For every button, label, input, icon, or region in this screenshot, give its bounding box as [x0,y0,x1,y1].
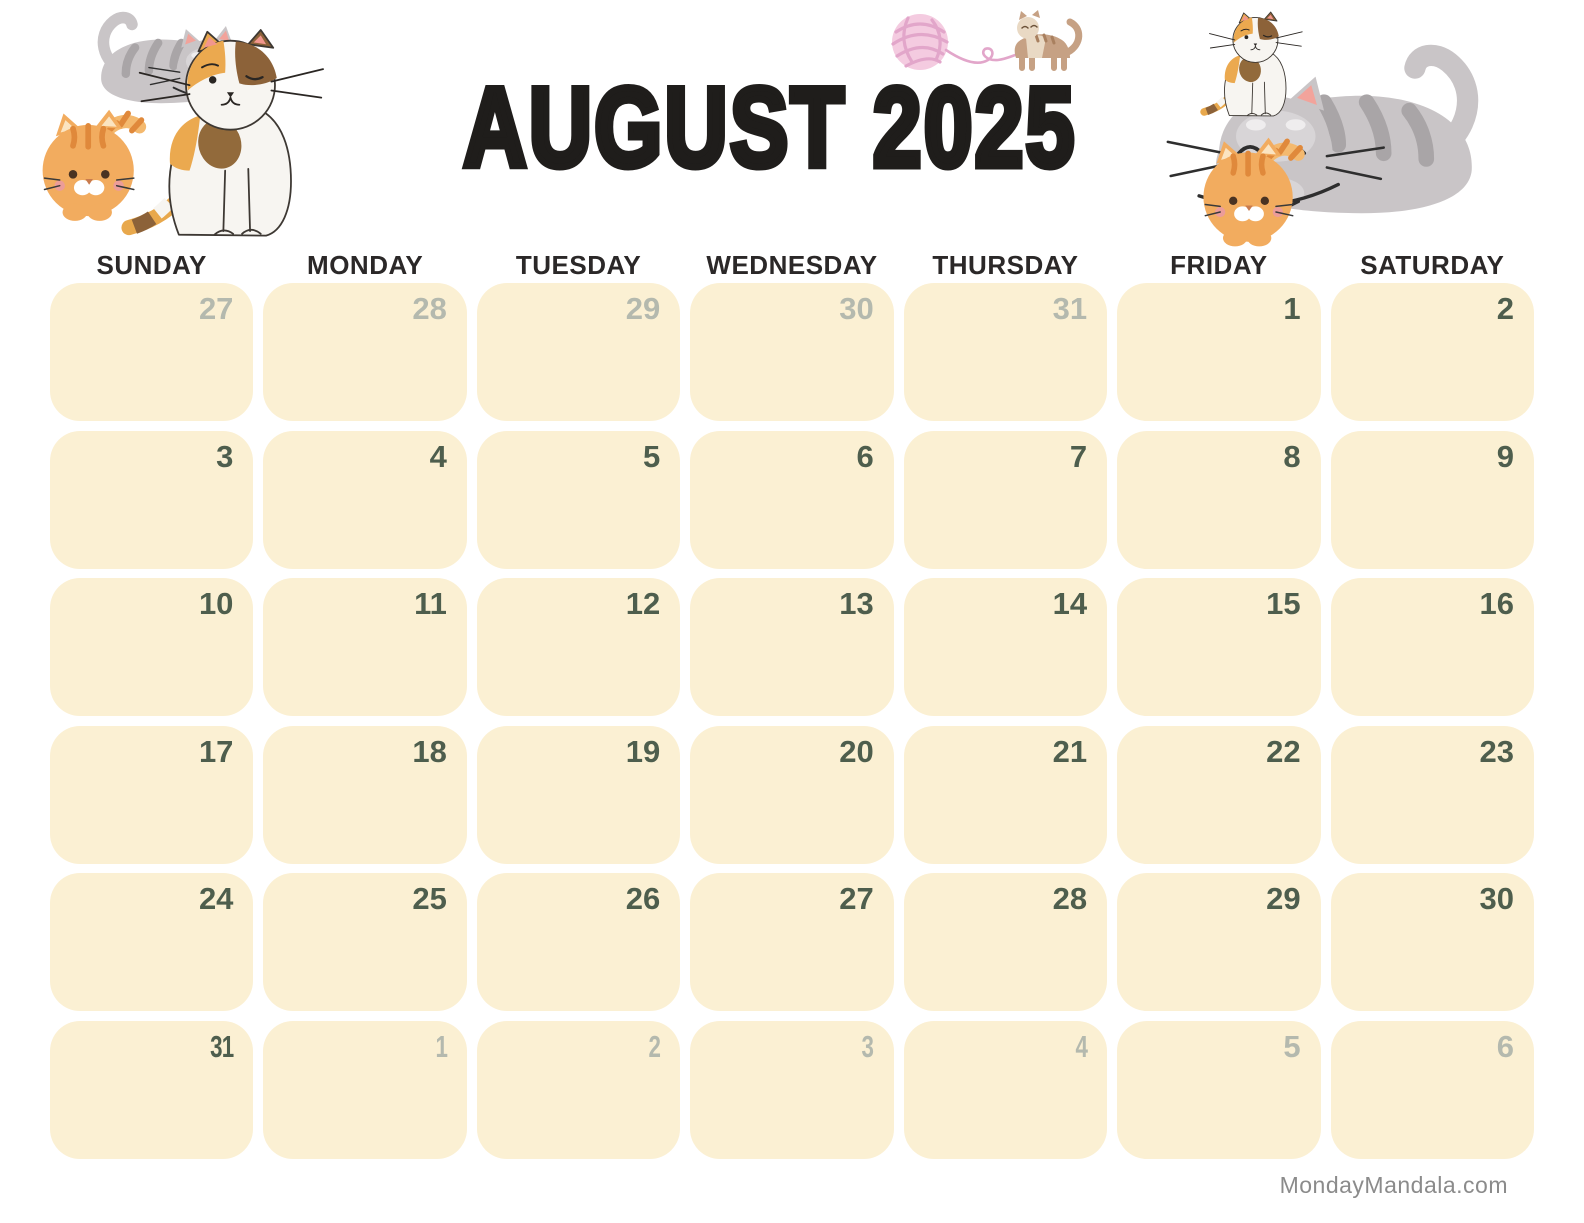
day-cell [263,578,466,716]
day-number: 28 [1052,881,1088,916]
day-cell [263,283,466,421]
day-cell [50,726,253,864]
day-number: 22 [1266,733,1301,769]
day-cell [50,873,253,1011]
day-cell [1331,726,1534,864]
weekday-header-wednesday: WEDNESDAY [706,250,878,280]
day-cell [477,873,680,1011]
day-number: 9 [1496,438,1514,474]
day-cell [477,283,680,421]
day-number: 5 [643,438,661,474]
day-number: 29 [625,291,661,326]
day-cell [690,578,893,716]
day-cell [50,1021,253,1159]
day-number: 3 [216,438,234,474]
day-number: 20 [839,733,874,769]
day-number: 23 [1479,733,1514,769]
weekday-header-monday: MONDAY [307,250,424,280]
day-cell [263,873,466,1011]
day-cell [1331,578,1534,716]
day-cell [263,1021,466,1159]
day-number: 15 [1266,586,1301,621]
day-number: 24 [198,881,234,916]
day-number: 11 [414,586,447,621]
day-cell [1331,431,1534,569]
day-cell [690,1021,893,1159]
day-number: 25 [412,881,447,916]
day-cell [1117,283,1320,421]
day-cell [477,1021,680,1159]
day-cell [904,283,1107,421]
tan-cat-icon [1015,10,1079,68]
day-number: 28 [412,291,447,326]
day-cell [263,431,466,569]
day-number: 1 [1283,291,1301,326]
day-number: 2 [1496,291,1514,326]
day-cell [690,431,893,569]
day-number: 30 [839,291,874,326]
day-cell [904,578,1107,716]
day-cell [1331,283,1534,421]
day-cell [50,431,253,569]
yarn-ball-icon [892,14,1018,70]
day-cell [1117,578,1320,716]
day-number: 6 [856,438,874,474]
day-number: 16 [1479,586,1514,621]
day-number: 27 [839,881,874,916]
day-cell [50,578,253,716]
day-cell [477,726,680,864]
weekday-header-thursday: THURSDAY [932,250,1079,280]
day-cell [690,726,893,864]
day-number: 19 [625,733,661,769]
day-cell [477,578,680,716]
day-number: 13 [839,586,874,621]
day-number: 12 [625,586,661,621]
day-cell [1117,726,1320,864]
day-number: 31 [210,1028,234,1064]
calendar-grid [50,283,1534,1159]
day-number: 31 [1052,291,1088,326]
day-cell [1117,431,1320,569]
day-cell [263,726,466,864]
day-cell [1331,1021,1534,1159]
day-number: 30 [1479,881,1514,916]
day-number: 4 [1075,1028,1088,1064]
day-number: 29 [1266,881,1301,916]
day-number: 5 [1283,1028,1301,1064]
page-title: AUGUST 2025 [463,65,1077,190]
day-number: 10 [198,586,234,621]
day-cell [690,873,893,1011]
day-cell [904,873,1107,1011]
day-cell [904,1021,1107,1159]
day-number: 3 [862,1028,874,1064]
weekday-header-row [50,250,1534,281]
weekday-header-sunday: SUNDAY [96,250,207,280]
day-number: 7 [1069,438,1088,474]
day-cell [690,283,893,421]
day-number: 26 [625,881,661,916]
day-number: 17 [198,733,234,769]
day-cell [1117,1021,1320,1159]
weekday-header-friday: FRIDAY [1170,250,1268,280]
weekday-header-tuesday: TUESDAY [515,250,642,280]
orange-kitten-icon [43,110,142,221]
day-cell [477,431,680,569]
day-number: 27 [198,291,234,326]
day-cell [1331,873,1534,1011]
footer-site-link[interactable]: MondayMandala.com [1279,1172,1508,1198]
day-number: 21 [1052,733,1088,769]
day-number: 4 [429,438,447,474]
day-cell [1117,873,1320,1011]
day-cell [904,726,1107,864]
day-number: 6 [1496,1028,1514,1064]
day-number: 8 [1283,438,1301,474]
day-number: 14 [1052,586,1088,621]
day-number: 18 [412,733,447,769]
day-number: 2 [648,1028,661,1064]
day-cell [904,431,1107,569]
weekday-header-saturday: SATURDAY [1360,250,1505,280]
yarn-and-cat-illustration [880,4,1080,74]
day-number: 1 [435,1028,447,1064]
day-cell [50,283,253,421]
